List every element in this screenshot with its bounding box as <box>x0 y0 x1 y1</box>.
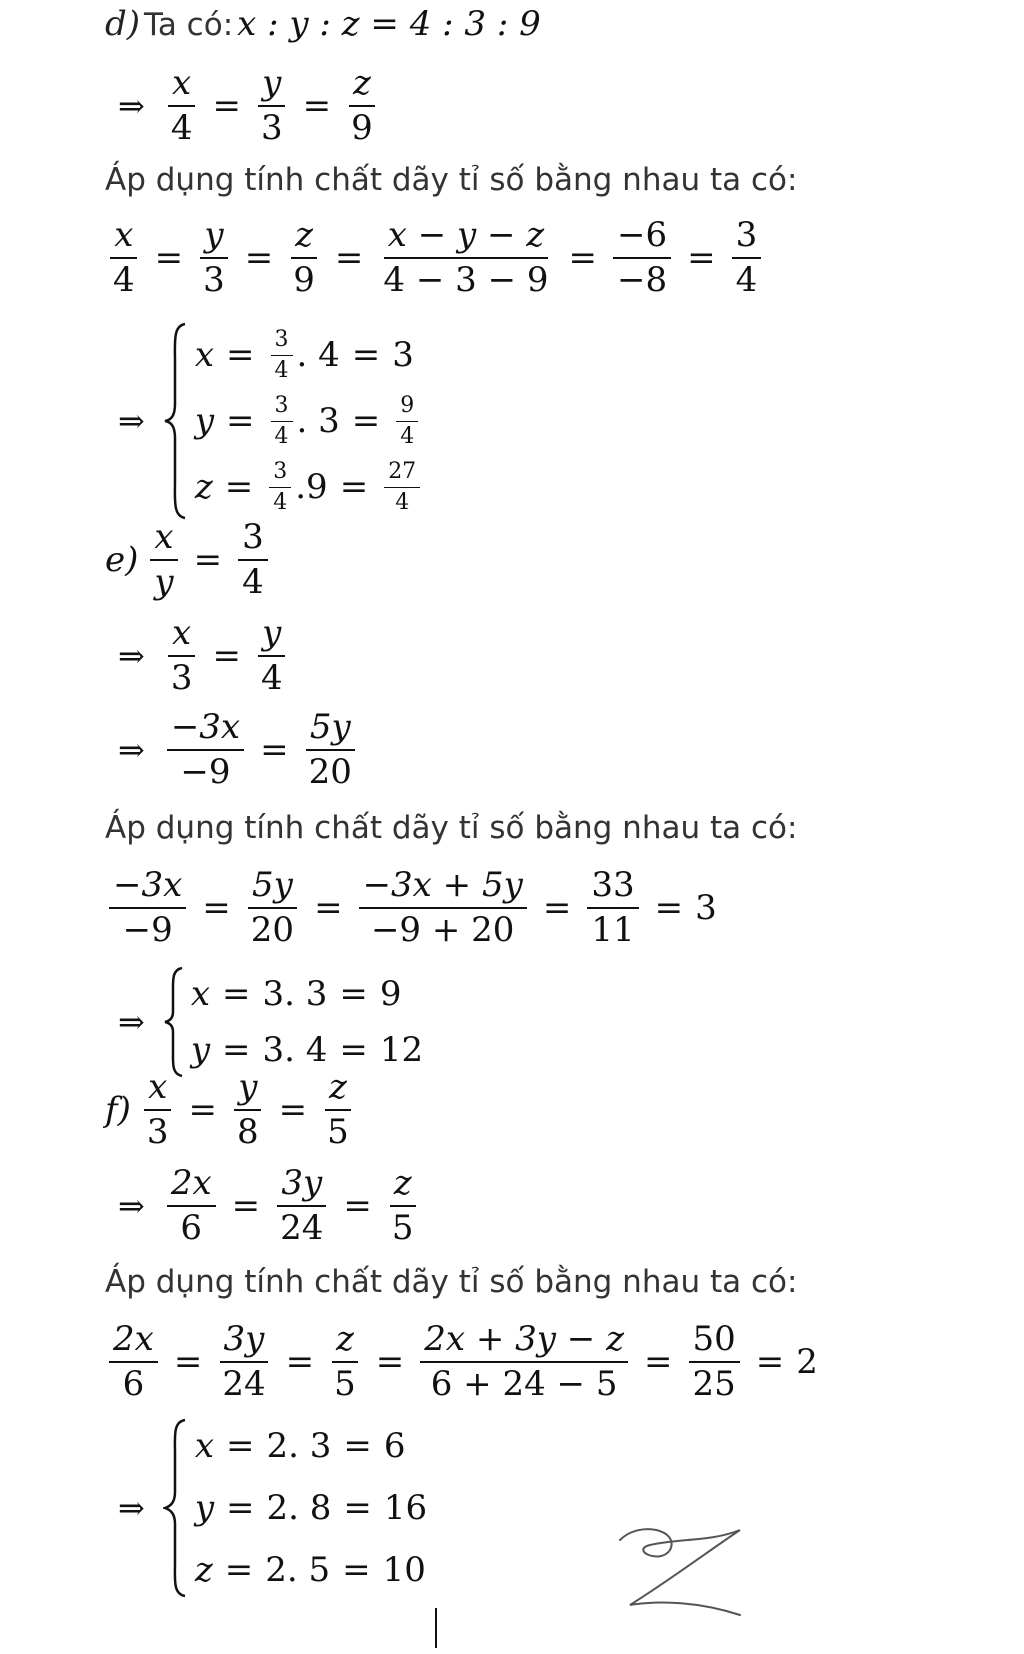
system-rows <box>195 322 424 520</box>
part-f-step1: ⇒ $\frac{2x}{6}$ = $\frac{3y}{24}$ = $\frac{z}{5}$ <box>118 1164 422 1248</box>
solution-row-y: y = 3. 4 = 12 <box>190 1030 424 1070</box>
solution-row-z: z = 2. 5 = 10 <box>194 1550 426 1590</box>
part-e-given: e) $\frac{x}{y}$ = $\frac{3}{4}$ <box>105 518 272 602</box>
part-d-intro: Ta có: <box>144 7 234 43</box>
part-f-solution-system: ⇒ x = 2. 3 = 6 y = 2. 8 = 16 z = 2. 5 = 10 <box>118 1418 427 1598</box>
left-brace-icon <box>163 1418 189 1598</box>
part-f-combined-equation: $\frac{2x}{6}$ = $\frac{3y}{24}$ = $\frac{z}{5}$ = $\frac{2x + 3y - z}{6 + 24 - 5}$ = $\frac{50}{25}$ = 2 <box>105 1320 818 1404</box>
left-brace-icon <box>163 322 189 520</box>
part-d-ratio-equation: ⇒ $\frac{x}{4}$ = $\frac{y}{3}$ = $\frac{z}{9}$ <box>118 64 381 148</box>
combined-fraction: $\frac{x - y - z}{4 - 3 - 9}$ <box>383 215 549 301</box>
handwritten-signature <box>610 1520 770 1640</box>
part-d-combined-equation: $\frac{x}{4}$ = $\frac{y}{3}$ = $\frac{z}{9}$ = $\frac{x - y - z}{4 - 3 - 9}$ = $\frac{-6}{-8}$ = $\frac{3}{4}$ <box>105 216 765 300</box>
part-f-label: f) <box>105 1090 131 1131</box>
fraction: $\frac{z}{9}$ <box>347 64 377 148</box>
part-e-result: 3 <box>695 888 717 929</box>
result-fraction: $\frac{3}{4}$ <box>732 216 762 300</box>
implies-arrow: ⇒ <box>118 87 145 126</box>
solution-row-x: x = 3. 3 = 9 <box>190 974 402 1014</box>
part-d-heading <box>105 4 541 44</box>
solution-row-z: z = $\frac{3}{4}$ .9 = $\frac{27}{4}$ <box>195 454 424 520</box>
part-f-given: f) $\frac{x}{3}$ = $\frac{y}{8}$ = $\frac{z}{5}$ <box>105 1068 357 1152</box>
solution-row-y: y = $\frac{3}{4}$ . 3 = $\frac{9}{4}$ <box>195 388 424 454</box>
part-e-rule-text: Áp dụng tính chất dãy tỉ số bằng nhau ta có: <box>105 810 798 846</box>
solution-row-x: x = $\frac{3}{4}$ . 4 = 3 <box>194 327 414 383</box>
part-d-solution-system: ⇒ x = $\frac{3}{4}$ . 4 = 3 y = $\frac{3}{4}$ . 3 = $\frac{9}{4}$ z = $\frac{3}{4}$ .9 = $\frac{27}{4}$ <box>118 322 424 520</box>
part-d-label: d) <box>105 4 141 44</box>
part-f-rule-text: Áp dụng tính chất dãy tỉ số bằng nhau ta có: <box>105 1264 798 1300</box>
part-e-step2: ⇒ $\frac{-3x}{-9}$ = $\frac{5y}{20}$ <box>118 708 360 792</box>
fraction: $\frac{x}{4}$ <box>167 64 197 148</box>
part-f-result: 2 <box>796 1342 818 1383</box>
part-d-given: x : y : z = 4 : 3 : 9 <box>237 4 541 44</box>
part-d-rule-text: Áp dụng tính chất dãy tỉ số bằng nhau ta có: <box>105 162 798 198</box>
fraction: $\frac{y}{3}$ <box>257 64 287 148</box>
part-e-combined-equation: $\frac{-3x}{-9}$ = $\frac{5y}{20}$ = $\frac{-3x + 5y}{-9 + 20}$ = $\frac{33}{11}$ = 3 <box>105 866 717 950</box>
part-e-step1: ⇒ $\frac{x}{3}$ = $\frac{y}{4}$ <box>118 614 291 698</box>
solution-row-y: y = 2. 8 = 16 <box>194 1488 428 1528</box>
part-e-solution-system: ⇒ x = 3. 3 = 9 y = 3. 4 = 12 <box>118 966 423 1078</box>
part-e-label: e) <box>105 540 139 581</box>
solution-row-x: x = 2. 3 = 6 <box>194 1426 406 1466</box>
text-cursor <box>435 1608 437 1648</box>
left-brace-icon <box>163 966 185 1078</box>
